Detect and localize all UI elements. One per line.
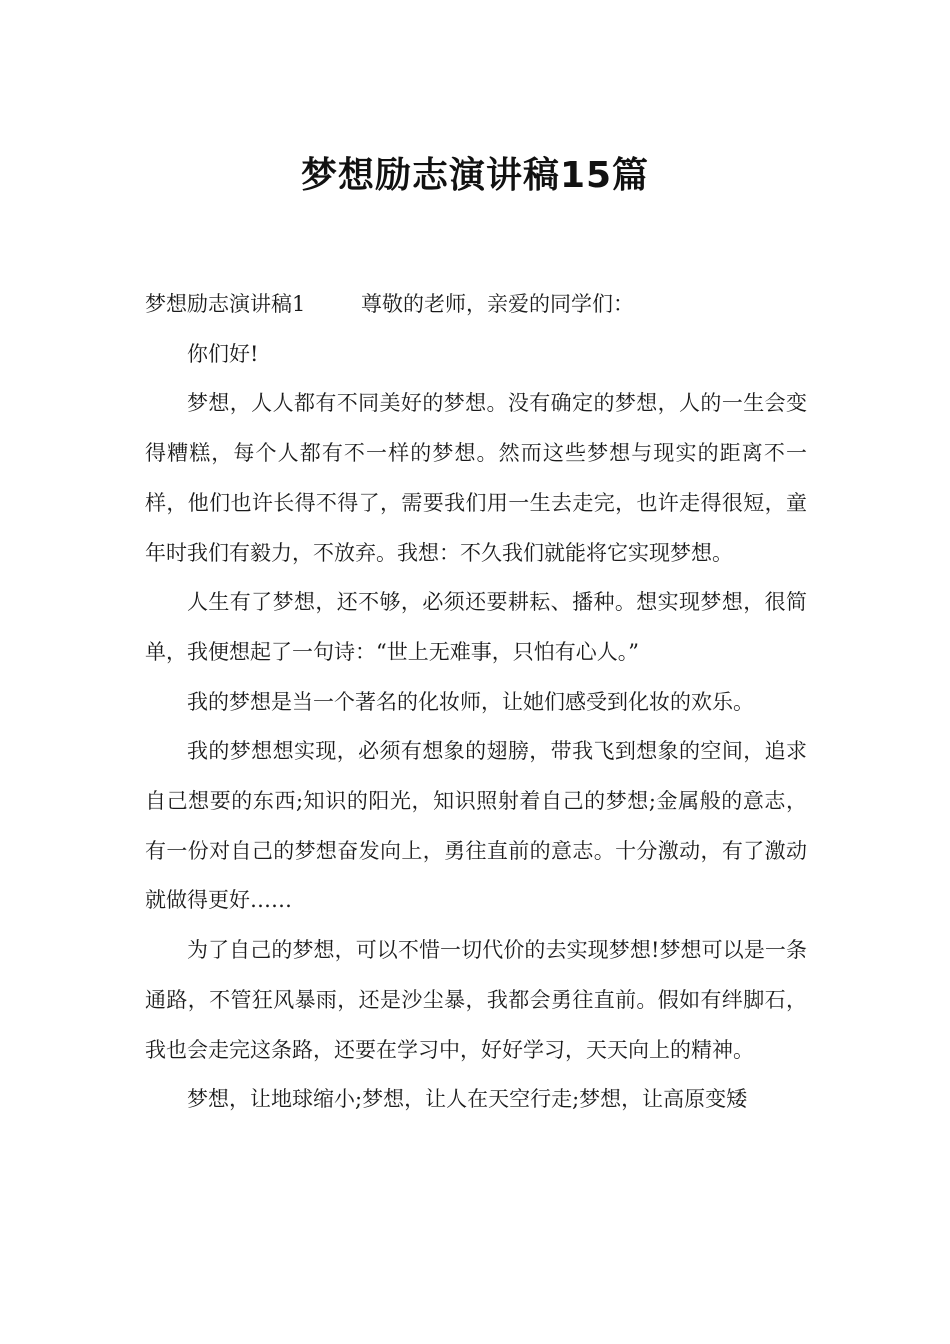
paragraph: 我的梦想想实现，必须有想象的翅膀，带我飞到想象的空间，追求自己想要的东西;知识的阳光，知识照射着自己的梦想;金属般的意志，有一份对自己的梦想奋发向上，勇往直前的意志。十分激动，有了激动就做得更好……	[145, 739, 807, 913]
paragraph: 梦想，让地球缩小;梦想，让人在天空行走;梦想，让高原变矮	[187, 1087, 748, 1112]
document-body	[145, 280, 807, 1125]
document-title: 梦想励志演讲稿15篇	[300, 155, 650, 197]
paragraph: 我的梦想是当一个著名的化妆师，让她们感受到化妆的欢乐。	[187, 689, 754, 714]
salutation: 尊敬的老师，亲爱的同学们：	[361, 292, 634, 316]
paragraph: 为了自己的梦想，可以不惜一切代价的去实现梦想!梦想可以是一条通路，不管狂风暴雨，还是沙尘暴，我都会勇往直前。假如有绊脚石，我也会走完这条路，还要在学习中，好好学习，天天向上的精神。	[145, 938, 807, 1062]
paragraph: 你们好!	[187, 341, 259, 366]
paragraph: 人生有了梦想，还不够，必须还要耕耘、播种。想实现梦想，很简单，我便想起了一句诗：“世上无难事，只怕有心人。”	[145, 590, 807, 664]
section-first-line	[145, 280, 807, 330]
paragraph: 梦想，人人都有不同美好的梦想。没有确定的梦想，人的一生会变得糟糕，每个人都有不一样的梦想。然而这些梦想与现实的距离不一样，他们也许长得不得了，需要我们用一生去走完，也许走得很短，童年时我们有毅力，不放弃。我想：不久我们就能将它实现梦想。	[145, 391, 807, 565]
section-heading: 梦想励志演讲稿1	[145, 292, 306, 316]
